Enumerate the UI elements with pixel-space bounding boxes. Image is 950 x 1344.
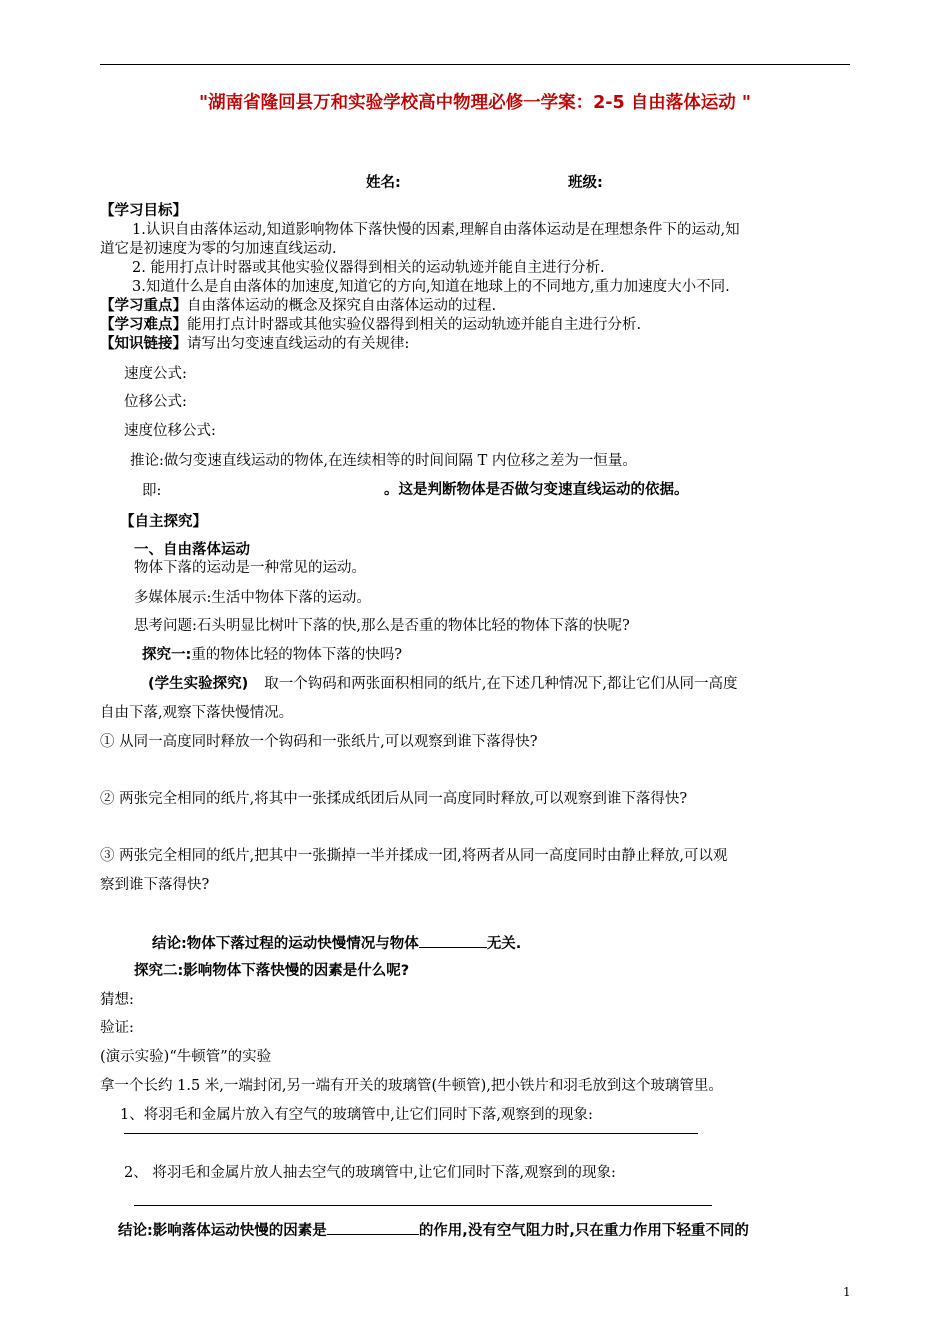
section-heading-1: 一、自由落体运动: [134, 542, 250, 558]
demo-description: 拿一个长约 1.5 米,一端封闭,另一端有开关的玻璃管(牛顿管),把小铁片和羽毛放到这个玻璃管里。: [100, 1078, 723, 1094]
explore-1: [142, 646, 402, 664]
name-label: 姓名:: [366, 175, 401, 191]
para-2: 多媒体展示:生活中物体下落的运动。: [134, 590, 371, 606]
link-text: 请写出匀变速直线运动的有关规律:: [187, 336, 410, 352]
question-1: ① 从同一高度同时释放一个钩码和一张纸片,可以观察到谁下落得快?: [100, 734, 538, 750]
key-point-label: 【学习重点】: [100, 298, 187, 314]
student-experiment-text-2: 自由下落,观察下落快慢情况。: [100, 705, 294, 721]
conclusion-2: [118, 1220, 749, 1240]
conclusion-1: [152, 933, 521, 953]
criterion-text: 。这是判断物体是否做匀变速直线运动的依据。: [384, 482, 689, 498]
step-1: 1、将羽毛和金属片放入有空气的玻璃管中,让它们同时下落,观察到的现象:: [120, 1107, 593, 1123]
conclusion-1-blank: [419, 933, 487, 948]
class-label: 班级:: [568, 175, 603, 191]
student-experiment: [148, 675, 737, 693]
difficulty-text: 能用打点计时器或其他实验仪器得到相关的运动轨迹并能自主进行分析.: [187, 317, 642, 333]
velocity-formula-label: 速度公式:: [124, 366, 187, 382]
conclusion-1-text: 结论:物体下落过程的运动快慢情况与物体: [152, 936, 419, 952]
knowledge-link: [100, 335, 409, 353]
student-experiment-label: (学生实验探究): [148, 676, 249, 692]
answer-line-1: [124, 1133, 698, 1134]
page-number: 1: [843, 1285, 851, 1299]
conclusion-2-text: 结论:影响落体运动快慢的因素是: [118, 1223, 327, 1239]
step-2: 2、 将羽毛和金属片放人抽去空气的玻璃管中,让它们同时下落,观察到的现象:: [124, 1165, 616, 1181]
goal-3: 3.知道什么是自由落体的加速度,知道它的方向,知道在地球上的不同地方,重力加速度大小不同.: [132, 279, 730, 295]
question-3a: ③ 两张完全相同的纸片,把其中一张撕掉一半并揉成一团,将两者从同一高度同时由静止释放,可以观: [100, 848, 728, 864]
explore-1-label: 探究一:: [142, 647, 192, 663]
demo-title: (演示实验)“牛顿管”的实验: [100, 1049, 272, 1065]
answer-line-2: [134, 1205, 712, 1206]
page-title: "湖南省隆回县万和实验学校高中物理必修一学案：2-5 自由落体运动 ": [198, 93, 752, 113]
ji-label: 即:: [142, 483, 162, 499]
explore-2: 探究二:影响物体下落快慢的因素是什么呢?: [134, 963, 410, 979]
difficulty-label: 【学习难点】: [100, 317, 187, 333]
header-rule: [100, 64, 850, 65]
difficulty: [100, 316, 641, 334]
student-experiment-text: 取一个钩码和两张面积相同的纸片,在下述几种情况下,都让它们从同一高度: [264, 676, 738, 692]
displacement-formula-label: 位移公式:: [124, 394, 187, 410]
goal-1a: 1.认识自由落体运动,知道影响物体下落快慢的因素,理解自由落体运动是在理想条件下的运动,知: [132, 222, 740, 238]
para-1: 物体下落的运动是一种常见的运动。: [134, 560, 366, 576]
conclusion-2-end: 的作用,没有空气阻力时,只在重力作用下轻重不同的: [418, 1223, 749, 1239]
explore-1-text: 重的物体比轻的物体下落的快吗?: [191, 647, 403, 663]
inference-text: 推论:做匀变速直线运动的物体,在连续相等的时间间隔 T 内位移之差为一恒量。: [130, 453, 637, 469]
link-label: 【知识链接】: [100, 336, 187, 352]
goal-1b: 道它是初速度为零的匀加速直线运动.: [100, 241, 337, 257]
para-3: 思考问题:石头明显比树叶下落的快,那么是否重的物体比轻的物体下落的快呢?: [134, 618, 630, 634]
question-2: ② 两张完全相同的纸片,将其中一张揉成纸团后从同一高度同时释放,可以观察到谁下落得快?: [100, 791, 688, 807]
question-3b: 察到谁下落得快?: [100, 877, 210, 893]
key-point-text: 自由落体运动的概念及探究自由落体运动的过程.: [187, 298, 497, 314]
key-point: [100, 297, 496, 315]
guess-label: 猜想:: [100, 992, 134, 1008]
verify-label: 验证:: [100, 1020, 134, 1036]
conclusion-2-blank: [327, 1220, 419, 1235]
velocity-displacement-formula-label: 速度位移公式:: [124, 423, 216, 439]
goals-label: 【学习目标】: [100, 203, 187, 219]
self-explore-label: 【自主探究】: [120, 514, 207, 530]
conclusion-1-end: 无关.: [486, 936, 522, 952]
goal-2: 2. 能用打点计时器或其他实验仪器得到相关的运动轨迹并能自主进行分析.: [132, 260, 605, 276]
